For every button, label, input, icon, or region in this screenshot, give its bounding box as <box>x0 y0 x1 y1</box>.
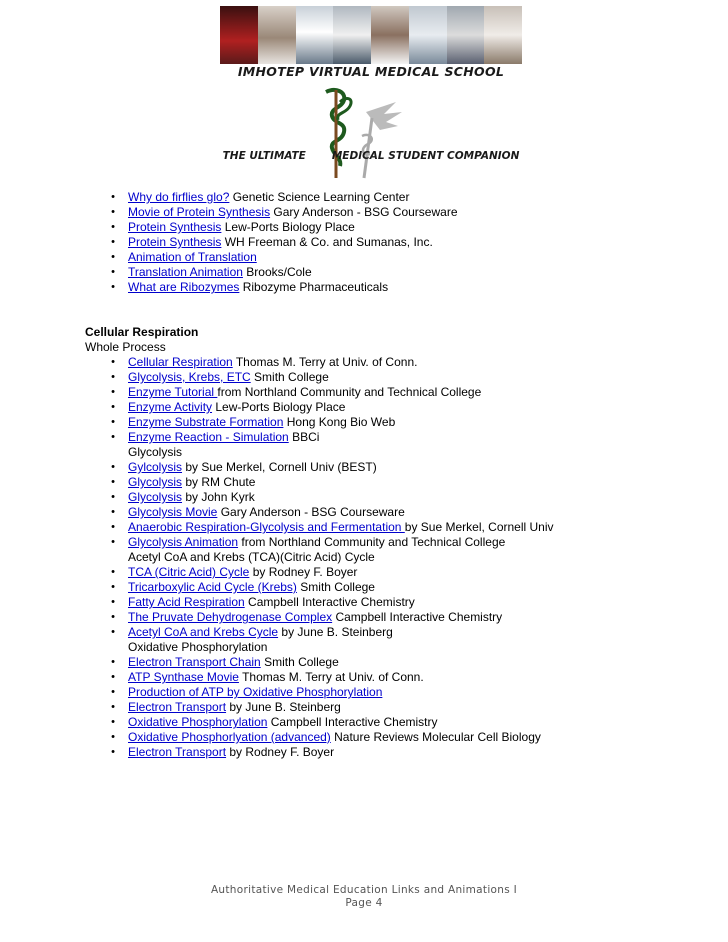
list-item <box>111 400 554 415</box>
caduceus-logo-icon <box>306 82 406 182</box>
list-item <box>111 415 554 430</box>
list-item <box>111 475 554 490</box>
resource-source: Smith College <box>250 370 329 384</box>
subheading-text: Oxidative Phosphorylation <box>128 640 268 654</box>
list-item <box>111 565 554 580</box>
bullet-icon: • <box>111 746 115 758</box>
subheading-text: Acetyl CoA and Krebs (TCA)(Citric Acid) Cycle <box>128 550 375 564</box>
list-item <box>111 460 554 475</box>
list-item <box>111 700 554 715</box>
banner-title: IMHOTEP VIRTUAL MEDICAL SCHOOL <box>237 64 505 79</box>
bullet-icon: • <box>111 221 115 233</box>
resource-link[interactable]: Translation Animation <box>128 265 243 279</box>
top-link-list <box>111 190 458 295</box>
bullet-icon: • <box>111 701 115 713</box>
list-item <box>111 730 554 745</box>
list-item <box>111 385 554 400</box>
list-item <box>111 685 554 700</box>
bullet-icon: • <box>111 206 115 218</box>
resource-link[interactable]: Glycolysis <box>128 490 183 504</box>
section-subtitle: Whole Process <box>85 340 166 354</box>
resource-link[interactable]: Electron Transport Chain <box>128 655 261 669</box>
list-item <box>111 280 458 295</box>
resource-link[interactable]: Protein Synthesis <box>128 235 222 249</box>
resource-source: Gary Anderson - BSG Courseware <box>217 505 405 519</box>
resource-link[interactable]: Cellular Respiration <box>128 355 233 369</box>
bullet-icon: • <box>111 566 115 578</box>
resource-source: Genetic Science Learning Center <box>229 190 410 204</box>
resource-link[interactable]: Protein Synthesis <box>128 220 222 234</box>
resource-link[interactable]: Gylcolysis <box>128 460 183 474</box>
resource-link[interactable]: Oxidative Phosphorlyation (advanced) <box>128 730 331 744</box>
resource-link[interactable]: Production of ATP by Oxidative Phosphorylation <box>128 685 383 699</box>
bullet-icon: • <box>111 356 115 368</box>
resource-source: BBCi <box>288 430 320 444</box>
section-title: Cellular Respiration <box>85 325 199 339</box>
bullet-icon: • <box>111 596 115 608</box>
bullet-icon: • <box>111 236 115 248</box>
resource-link[interactable]: Enzyme Substrate Formation <box>128 415 284 429</box>
resource-source: by Rodney F. Boyer <box>226 745 335 759</box>
resource-link[interactable]: Glycolysis Animation <box>128 535 239 549</box>
list-item <box>111 520 554 535</box>
resource-link[interactable]: TCA (Citric Acid) Cycle <box>128 565 250 579</box>
respiration-link-list <box>111 355 554 760</box>
list-subheading <box>128 550 554 565</box>
bullet-icon: • <box>111 491 115 503</box>
list-item <box>111 430 554 445</box>
page-number: Page 4 <box>345 897 383 909</box>
list-subheading <box>128 640 554 655</box>
resource-source: Thomas M. Terry at Univ. of Conn. <box>238 670 424 684</box>
list-item <box>111 535 554 550</box>
bullet-icon: • <box>111 686 115 698</box>
list-item <box>111 250 458 265</box>
resource-link[interactable]: Acetyl CoA and Krebs Cycle <box>128 625 279 639</box>
header-banner <box>220 6 522 192</box>
photo-strip-image <box>220 6 522 64</box>
bullet-icon: • <box>111 671 115 683</box>
resource-link[interactable]: Enzyme Tutorial <box>128 385 218 399</box>
resource-source: WH Freeman & Co. and Sumanas, Inc. <box>221 235 433 249</box>
bullet-icon: • <box>111 416 115 428</box>
resource-link[interactable]: Animation of Translation <box>128 250 257 264</box>
resource-source: by Rodney F. Boyer <box>249 565 358 579</box>
resource-source: by RM Chute <box>182 475 256 489</box>
resource-source: from Northland Community and Technical College <box>217 385 482 399</box>
bullet-icon: • <box>111 536 115 548</box>
subheading-text: Glycolysis <box>128 445 183 459</box>
list-item <box>111 580 554 595</box>
resource-source: by John Kyrk <box>182 490 255 504</box>
list-item <box>111 745 554 760</box>
bullet-icon: • <box>111 386 115 398</box>
list-item <box>111 490 554 505</box>
resource-source: Smith College <box>260 655 339 669</box>
resource-source: Hong Kong Bio Web <box>283 415 396 429</box>
resource-source: Nature Reviews Molecular Cell Biology <box>330 730 541 744</box>
list-item <box>111 670 554 685</box>
resource-link[interactable]: Glycolysis <box>128 475 183 489</box>
bullet-icon: • <box>111 371 115 383</box>
bullet-icon: • <box>111 506 115 518</box>
list-item <box>111 265 458 280</box>
resource-source: Lew-Ports Biology Place <box>212 400 346 414</box>
resource-source: from Northland Community and Technical College <box>238 535 506 549</box>
bullet-icon: • <box>111 656 115 668</box>
list-item <box>111 355 554 370</box>
resource-link[interactable]: Electron Transport <box>128 745 227 759</box>
resource-link[interactable]: Oxidative Phosphorylation <box>128 715 268 729</box>
resource-source: Campbell Interactive Chemistry <box>267 715 438 729</box>
resource-source: Campbell Interactive Chemistry <box>332 610 503 624</box>
resource-link[interactable]: Glycolysis, Krebs, ETC <box>128 370 251 384</box>
list-item <box>111 625 554 640</box>
resource-source: Gary Anderson - BSG Courseware <box>270 205 458 219</box>
resource-source: by June B. Steinberg <box>278 625 393 639</box>
list-subheading <box>128 445 554 460</box>
list-item <box>111 220 458 235</box>
resource-source: by June B. Steinberg <box>226 700 341 714</box>
bullet-icon: • <box>111 191 115 203</box>
bullet-icon: • <box>111 251 115 263</box>
bullet-icon: • <box>111 401 115 413</box>
resource-source: by Sue Merkel, Cornell Univ (BEST) <box>182 460 377 474</box>
resource-source: Thomas M. Terry at Univ. of Conn. <box>232 355 418 369</box>
bullet-icon: • <box>111 281 115 293</box>
bullet-icon: • <box>111 716 115 728</box>
resource-link[interactable]: Anaerobic Respiration-Glycolysis and Fermentation <box>128 520 405 534</box>
bullet-icon: • <box>111 476 115 488</box>
resource-link[interactable]: Enzyme Reaction - Simulation <box>128 430 289 444</box>
bullet-icon: • <box>111 461 115 473</box>
resource-source: Ribozyme Pharmaceuticals <box>239 280 389 294</box>
resource-source: Lew-Ports Biology Place <box>221 220 355 234</box>
bullet-icon: • <box>111 581 115 593</box>
resource-source: by Sue Merkel, Cornell Univ <box>404 520 554 534</box>
bullet-icon: • <box>111 611 115 623</box>
list-item <box>111 370 554 385</box>
list-item <box>111 715 554 730</box>
resource-source: Smith College <box>296 580 375 594</box>
bullet-icon: • <box>111 521 115 533</box>
bullet-icon: • <box>111 731 115 743</box>
list-item <box>111 595 554 610</box>
list-item <box>111 205 458 220</box>
bullet-icon: • <box>111 266 115 278</box>
resource-link[interactable]: Glycolysis Movie <box>128 505 218 519</box>
resource-link[interactable]: Tricarboxylic Acid Cycle (Krebs) <box>128 580 297 594</box>
resource-source: Campbell Interactive Chemistry <box>244 595 415 609</box>
resource-link[interactable]: Movie of Protein Synthesis <box>128 205 271 219</box>
resource-link[interactable]: The Pruvate Dehydrogenase Complex <box>128 610 333 624</box>
resource-link[interactable]: ATP Synthase Movie <box>128 670 239 684</box>
bullet-icon: • <box>111 431 115 443</box>
bullet-icon: • <box>111 626 115 638</box>
resource-link[interactable]: Enzyme Activity <box>128 400 213 414</box>
banner-subtitle: THE ULTIMATE MEDICAL STUDENT COMPANION <box>222 150 520 162</box>
resource-link[interactable]: Fatty Acid Respiration <box>128 595 245 609</box>
list-item <box>111 610 554 625</box>
list-item <box>111 190 458 205</box>
resource-link[interactable]: Why do firflies glo? <box>128 190 230 204</box>
resource-link[interactable]: What are Ribozymes <box>128 280 240 294</box>
list-item <box>111 655 554 670</box>
list-item <box>111 505 554 520</box>
resource-source: Brooks/Cole <box>242 265 312 279</box>
footer-title: Authoritative Medical Education Links and Animations I <box>210 884 518 896</box>
resource-link[interactable]: Electron Transport <box>128 700 227 714</box>
list-item <box>111 235 458 250</box>
